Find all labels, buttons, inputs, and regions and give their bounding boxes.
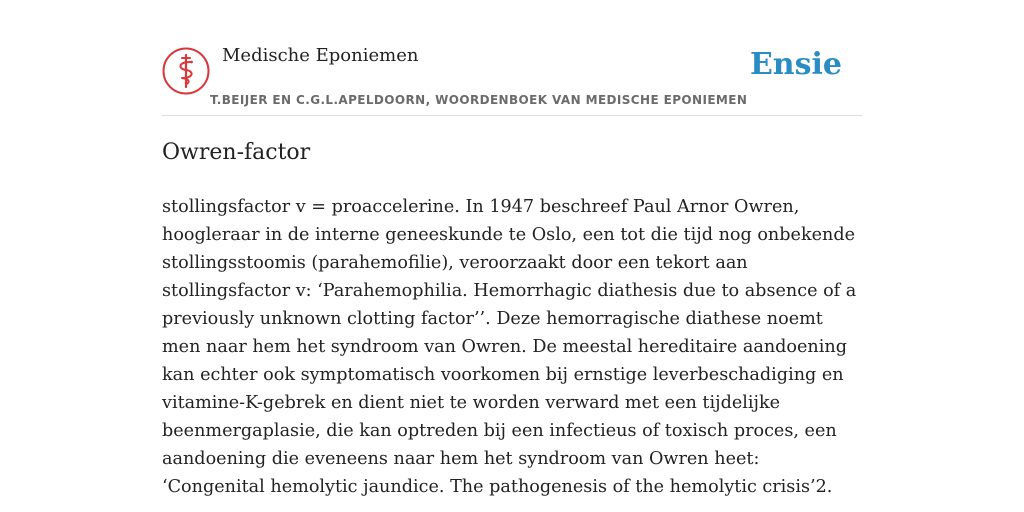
ensie-logo[interactable]: Ensie bbox=[749, 47, 842, 82]
source-header bbox=[162, 0, 862, 116]
entry-definition: stollingsfactor v = proaccelerine. In 1947 beschreef Paul Arnor Owren, hoogleraar in de interne geneeskunde te Oslo, een tot die tijd nog onbekende stollingsstoomis (parahemofilie), veroorzaakt door een tekort aan stollingsfactor v: ‘Parahemophilia. Hemorrhagic diathesis due to absence of a previously unknown clotting factor’’. Deze hemorragische diathese noemt men naar hem het syndroom van Owren. De meestal hereditaire aandoening kan echter ook symptomatisch voorkomen bij ernstige leverbeschadiging en vitamine-K-gebrek en dient niet te worden verward met een tijdelijke beenmergaplasie, die kan optreden bij een infectieus of toxisch proces, een aandoening die eveneens naar hem het syndroom van Owren heet: ‘Congenital hemolytic jaundice. The pathogenesis of the hemolytic crisis’2. bbox=[162, 197, 857, 497]
page bbox=[162, 0, 862, 512]
entry-title: Owren-factor bbox=[162, 140, 311, 165]
header-divider bbox=[162, 115, 862, 116]
caduceus-icon[interactable] bbox=[162, 47, 210, 95]
source-title[interactable]: Medische Eponiemen bbox=[222, 45, 419, 66]
source-attribution: T.BEIJER EN C.G.L.APELDOORN, WOORDENBOEK VAN MEDISCHE EPONIEMEN bbox=[210, 93, 748, 107]
